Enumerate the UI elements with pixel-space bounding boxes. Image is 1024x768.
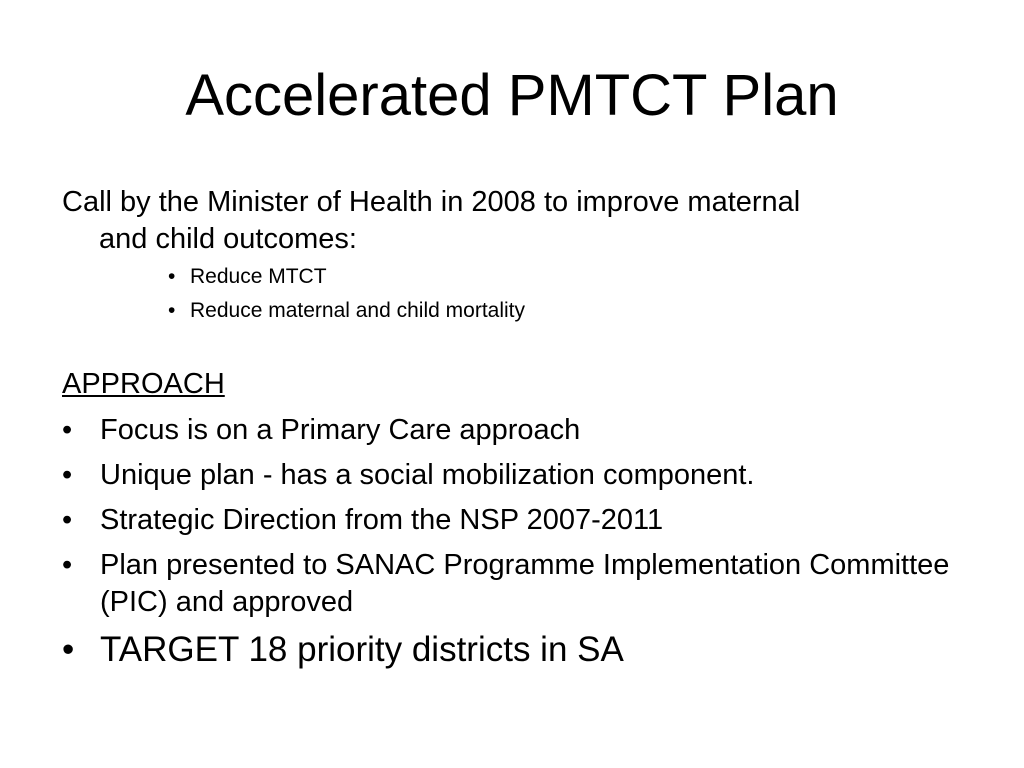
bullet-item [62, 502, 962, 539]
bullet-icon: • [62, 549, 73, 581]
sub-bullet-list [168, 262, 525, 330]
slide-title: Accelerated PMTCT Plan [185, 63, 839, 128]
sub-bullet-text: Reduce maternal and child mortality [190, 299, 525, 322]
bullet-icon: • [168, 299, 176, 322]
bullet-icon: • [62, 459, 73, 491]
bullet-icon: • [62, 504, 73, 536]
bullet-icon: • [62, 630, 75, 669]
bullet-text: Plan presented to SANAC Programme Implementation Committee (PIC) and approved [100, 549, 950, 618]
sub-bullet-item [168, 262, 525, 296]
bullet-item [62, 412, 962, 449]
sub-bullet-text: Reduce MTCT [190, 265, 327, 288]
bullet-item-target [62, 629, 962, 671]
bullet-text: Unique plan - has a social mobilization component. [100, 459, 755, 491]
bullet-icon: • [168, 265, 176, 288]
bullet-text: Strategic Direction from the NSP 2007-2011 [100, 504, 664, 536]
approach-heading: APPROACH [62, 368, 225, 400]
main-bullet-list [62, 412, 962, 679]
intro-line-2: and child outcomes: [99, 223, 357, 255]
bullet-item [62, 547, 962, 621]
intro-line-1: Call by the Minister of Health in 2008 to improve maternal [62, 186, 801, 218]
sub-bullet-item [168, 296, 525, 330]
bullet-text: TARGET 18 priority districts in SA [100, 630, 624, 669]
bullet-item [62, 457, 962, 494]
intro-paragraph [62, 184, 962, 258]
bullet-text: Focus is on a Primary Care approach [100, 414, 581, 446]
bullet-icon: • [62, 414, 73, 446]
